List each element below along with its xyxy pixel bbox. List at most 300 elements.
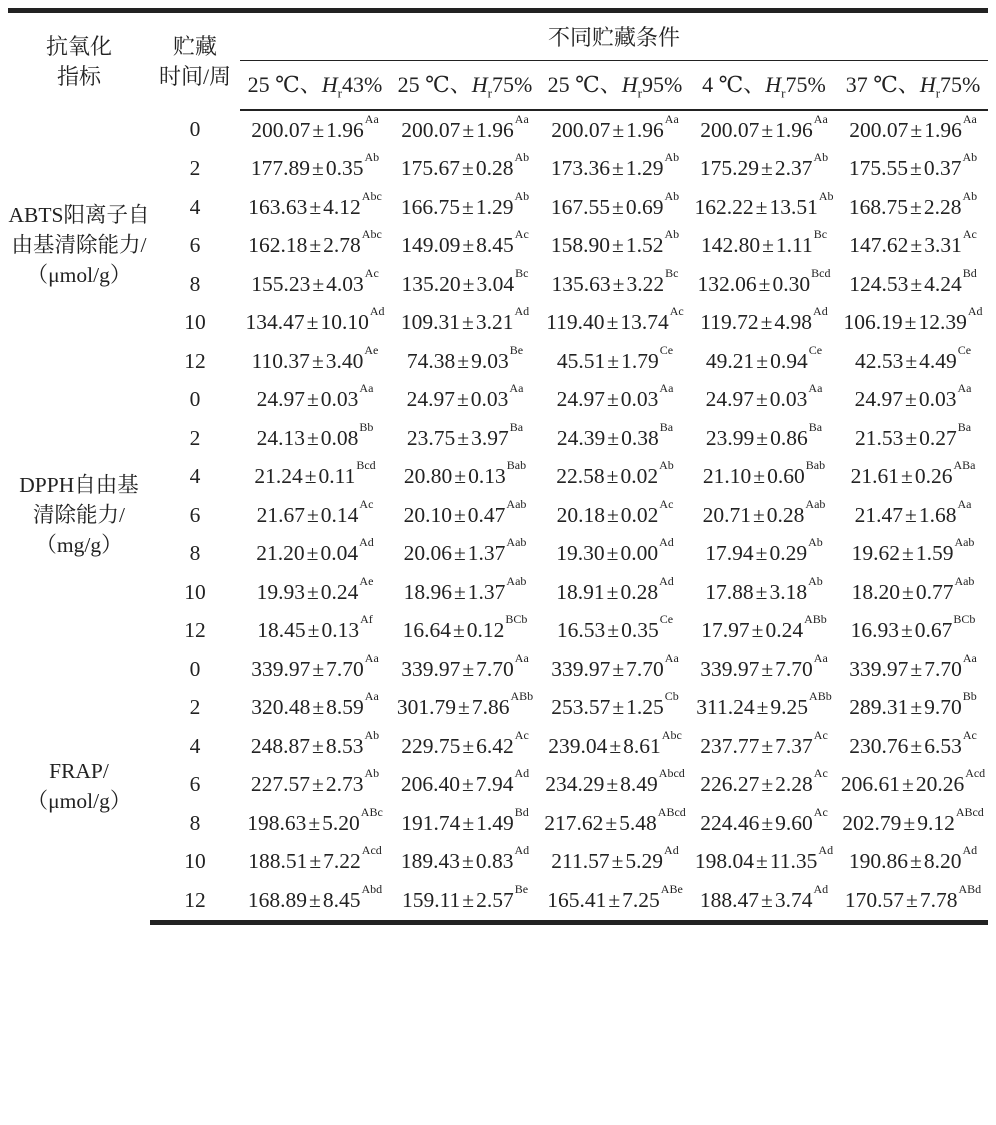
value-cell (838, 650, 988, 689)
mean-value: 24.97 (256, 387, 305, 412)
value-cell (838, 535, 988, 574)
value-cell (540, 342, 690, 381)
mean-value: 226.27 (700, 772, 760, 797)
sd-value: 0.04 (320, 541, 359, 566)
plus-minus-sign: ± (902, 772, 914, 797)
significance-letters: Aa (813, 111, 828, 126)
mean-value: 135.20 (401, 271, 461, 296)
value-cell (838, 496, 988, 535)
indicator-line: （μmol/g） (26, 263, 132, 288)
significance-letters: Ce (957, 342, 972, 357)
value-cell (838, 342, 988, 381)
plus-minus-sign: ± (307, 618, 320, 643)
mean-value: 162.22 (694, 194, 754, 219)
plus-minus-sign: ± (454, 464, 467, 489)
mean-value: 188.51 (248, 849, 308, 874)
value-cell (540, 227, 690, 266)
mean-value: 200.07 (849, 117, 909, 142)
significance-letters: Bb (962, 689, 977, 704)
plus-minus-sign: ± (611, 849, 624, 874)
table-row (8, 110, 988, 150)
value-cell (240, 381, 390, 420)
mean-value: 200.07 (401, 117, 461, 142)
value-cell (390, 458, 540, 497)
indicator-cell (8, 110, 150, 381)
plus-minus-sign: ± (902, 541, 914, 566)
sd-value: 0.12 (466, 618, 505, 643)
value-cell (690, 150, 838, 189)
value-cell (838, 381, 988, 420)
significance-letters: Aab (506, 573, 527, 588)
value-cell (390, 110, 540, 150)
value-cell (240, 265, 390, 304)
value-cell (390, 150, 540, 189)
plus-minus-sign: ± (304, 464, 317, 489)
sd-value: 0.94 (770, 348, 808, 373)
significance-letters: Be (514, 881, 529, 896)
sd-value: 0.24 (320, 579, 359, 604)
table-row (8, 419, 988, 458)
mean-value: 74.38 (406, 348, 456, 373)
mean-value: 106.19 (843, 310, 903, 335)
mean-value: 230.76 (849, 733, 909, 758)
humidity-letter: H (765, 72, 782, 98)
indicator-line: 清除能力/ (33, 503, 125, 528)
sd-value: 1.37 (467, 541, 506, 566)
significance-letters: Ce (659, 612, 674, 627)
mean-value: 21.10 (702, 464, 752, 489)
storage-week-cell: 0 (189, 387, 201, 412)
plus-minus-sign: ± (910, 849, 922, 874)
mean-value: 165.41 (547, 887, 607, 912)
significance-letters: Ae (364, 342, 379, 357)
significance-letters: Aa (509, 381, 524, 396)
mean-value: 21.20 (256, 541, 305, 566)
header-time-line-2: 时间/周 (158, 63, 232, 89)
header-condition-3 (540, 61, 690, 111)
significance-letters: Ae (359, 573, 374, 588)
value-cell (240, 612, 390, 651)
indicator-cell (8, 381, 150, 651)
mean-value: 24.39 (556, 425, 606, 450)
mean-value: 49.21 (705, 348, 755, 373)
mean-value: 198.63 (247, 810, 307, 835)
significance-letters: ABb (510, 689, 534, 704)
plus-minus-sign: ± (457, 348, 470, 373)
significance-letters: Ac (813, 727, 828, 742)
plus-minus-sign: ± (612, 271, 625, 296)
mean-value: 211.57 (551, 849, 610, 874)
header-storage-time (150, 11, 240, 111)
plus-minus-sign: ± (312, 656, 325, 681)
significance-letters: Abcd (658, 766, 685, 781)
mean-value: 24.97 (556, 387, 605, 412)
plus-minus-sign: ± (752, 502, 765, 527)
mean-value: 163.63 (248, 194, 308, 219)
sd-value: 8.61 (623, 733, 661, 758)
sd-value: 8.59 (326, 695, 364, 720)
condition-humidity-symbol (471, 72, 493, 101)
condition-humidity-value: 75% (940, 72, 981, 98)
sd-value: 7.70 (626, 656, 664, 681)
mean-value: 206.61 (840, 772, 900, 797)
mean-value: 16.93 (850, 618, 899, 643)
storage-week-cell: 10 (184, 579, 206, 604)
value-cell (240, 342, 390, 381)
plus-minus-sign: ± (605, 810, 618, 835)
header-indicator (8, 11, 150, 111)
sd-value: 1.96 (476, 117, 514, 142)
mean-value: 19.30 (556, 541, 605, 566)
value-cell (390, 689, 540, 728)
value-cell (690, 766, 838, 805)
indicator-cell (8, 650, 150, 922)
value-cell (540, 804, 690, 843)
sd-value: 8.20 (923, 849, 962, 874)
sd-value: 1.29 (625, 156, 664, 181)
plus-minus-sign: ± (306, 425, 319, 450)
humidity-subscript: r (637, 85, 643, 101)
significance-letters: Ce (808, 342, 823, 357)
sd-value: 3.97 (471, 425, 509, 450)
storage-week-cell: 4 (189, 194, 201, 219)
significance-letters: Ab (364, 766, 380, 781)
condition-humidity-symbol (765, 72, 786, 101)
significance-letters: Ac (962, 727, 977, 742)
plus-minus-sign: ± (612, 695, 625, 720)
plus-minus-sign: ± (456, 387, 469, 412)
sd-value: 0.38 (621, 425, 659, 450)
table-header (8, 11, 988, 111)
sd-value: 1.79 (621, 348, 659, 373)
significance-letters: Ab (813, 150, 829, 165)
mean-value: 191.74 (401, 810, 461, 835)
significance-letters: Ab (514, 150, 530, 165)
header-time-line-1: 贮藏 (172, 33, 217, 59)
significance-letters: Ab (364, 727, 380, 742)
value-cell (390, 727, 540, 766)
sd-value: 0.13 (468, 464, 506, 489)
mean-value: 22.58 (556, 464, 605, 489)
plus-minus-sign: ± (756, 849, 768, 874)
sd-value: 8.49 (620, 772, 658, 797)
value-cell (690, 881, 838, 922)
value-cell (838, 419, 988, 458)
significance-letters: Ac (514, 227, 529, 242)
plus-minus-sign: ± (609, 733, 622, 758)
table-row (8, 573, 988, 612)
significance-letters: BCb (505, 612, 528, 627)
plus-minus-sign: ± (755, 194, 768, 219)
mean-value: 24.97 (854, 387, 903, 412)
sd-value: 7.22 (323, 849, 361, 874)
value-cell (690, 650, 838, 689)
sd-value: 2.78 (323, 233, 361, 258)
mean-value: 311.24 (696, 695, 755, 720)
value-cell (838, 458, 988, 497)
condition-temperature: 4 ℃、 (702, 72, 766, 98)
value-cell (690, 342, 838, 381)
significance-letters: Be (509, 342, 524, 357)
significance-letters: Ac (962, 227, 977, 242)
significance-letters: Abd (361, 881, 383, 896)
value-cell (690, 727, 838, 766)
sd-value: 0.29 (769, 541, 808, 566)
sd-value: 5.20 (322, 810, 360, 835)
significance-letters: ABcd (657, 804, 686, 819)
mean-value: 20.18 (556, 502, 605, 527)
value-cell (838, 881, 988, 922)
mean-value: 339.97 (251, 656, 311, 681)
plus-minus-sign: ± (612, 117, 625, 142)
plus-minus-sign: ± (462, 194, 474, 219)
sd-value: 2.73 (325, 772, 364, 797)
humidity-letter: H (471, 72, 488, 98)
sd-value: 0.35 (621, 618, 659, 643)
plus-minus-sign: ± (312, 695, 325, 720)
sd-value: 1.96 (924, 117, 962, 142)
plus-minus-sign: ± (756, 348, 769, 373)
storage-week-cell: 8 (189, 810, 201, 835)
mean-value: 124.53 (849, 271, 909, 296)
value-cell (240, 496, 390, 535)
plus-minus-sign: ± (758, 271, 771, 296)
table-row (8, 650, 988, 689)
significance-letters: Ad (967, 304, 983, 319)
value-cell (390, 496, 540, 535)
sd-value: 4.98 (774, 310, 813, 335)
value-cell (838, 110, 988, 150)
plus-minus-sign: ± (910, 156, 922, 181)
plus-minus-sign: ± (905, 387, 917, 412)
mean-value: 168.75 (848, 194, 909, 219)
mean-value: 206.40 (400, 772, 460, 797)
sd-value: 4.49 (919, 348, 957, 373)
sd-value: 1.68 (918, 502, 957, 527)
plus-minus-sign: ± (755, 387, 768, 412)
value-cell (540, 419, 690, 458)
significance-letters: Abc (361, 188, 382, 203)
sd-value: 4.12 (323, 194, 361, 219)
mean-value: 175.29 (699, 156, 759, 181)
significance-letters: Abc (361, 227, 382, 242)
value-cell (540, 573, 690, 612)
value-cell (390, 188, 540, 227)
mean-value: 20.71 (702, 502, 751, 527)
value-cell (390, 381, 540, 420)
value-cell (690, 843, 838, 882)
sd-value: 0.11 (318, 464, 356, 489)
sd-value: 7.78 (919, 887, 958, 912)
sd-value: 7.70 (924, 656, 962, 681)
mean-value: 200.07 (700, 117, 760, 142)
value-cell (838, 150, 988, 189)
significance-letters: ABe (660, 881, 683, 896)
plus-minus-sign: ± (312, 117, 325, 142)
sd-value: 7.94 (475, 772, 514, 797)
significance-letters: Ad (514, 304, 530, 319)
value-cell (390, 265, 540, 304)
table-row (8, 458, 988, 497)
significance-letters: Bcd (811, 265, 831, 280)
mean-value: 237.77 (700, 733, 760, 758)
header-indicator-line-2: 指标 (56, 63, 101, 89)
storage-week-cell: 12 (150, 881, 240, 922)
mean-value: 248.87 (250, 733, 310, 758)
sd-value: 9.12 (917, 810, 955, 835)
value-cell (390, 612, 540, 651)
mean-value: 170.57 (844, 887, 905, 912)
value-cell (690, 304, 838, 343)
condition-humidity-value: 75% (492, 72, 533, 98)
sd-value: 2.37 (774, 156, 813, 181)
mean-value: 339.97 (700, 656, 760, 681)
plus-minus-sign: ± (312, 156, 324, 181)
significance-letters: Ad (664, 843, 679, 858)
plus-minus-sign: ± (306, 579, 319, 604)
plus-minus-sign: ± (761, 156, 773, 181)
sd-value: 0.47 (467, 502, 506, 527)
storage-week-cell: 6 (189, 772, 201, 797)
table-row (8, 535, 988, 574)
value-cell (540, 727, 690, 766)
sd-value: 6.42 (476, 733, 514, 758)
significance-letters: Ab (664, 150, 680, 165)
table-row (8, 227, 988, 266)
value-cell (540, 110, 690, 150)
plus-minus-sign: ± (906, 887, 918, 912)
significance-letters: ABa (953, 458, 976, 473)
significance-letters: Bc (813, 227, 828, 242)
value-cell (540, 689, 690, 728)
sd-value: 5.29 (625, 849, 664, 874)
value-cell (540, 458, 690, 497)
sd-value: 9.60 (775, 810, 813, 835)
value-cell (390, 766, 540, 805)
value-cell (690, 496, 838, 535)
mean-value: 202.79 (842, 810, 902, 835)
table-row (8, 342, 988, 381)
table-row (8, 727, 988, 766)
significance-letters: Aab (954, 573, 975, 588)
sd-value: 0.60 (767, 464, 805, 489)
sd-value: 8.45 (476, 233, 514, 258)
sd-value: 7.25 (622, 887, 660, 912)
value-cell (390, 573, 540, 612)
mean-value: 19.62 (851, 541, 900, 566)
sd-value: 4.03 (326, 271, 364, 296)
significance-letters: Aab (805, 496, 826, 511)
mean-value: 149.09 (401, 233, 461, 258)
sd-value: 2.28 (923, 194, 962, 219)
mean-value: 239.04 (548, 733, 608, 758)
storage-week-cell: 4 (189, 464, 201, 489)
mean-value: 134.47 (245, 310, 305, 335)
plus-minus-sign: ± (606, 387, 619, 412)
mean-value: 17.88 (705, 579, 754, 604)
plus-minus-sign: ± (462, 887, 475, 912)
storage-week-cell: 6 (189, 502, 201, 527)
plus-minus-sign: ± (761, 772, 774, 797)
sd-value: 2.57 (476, 887, 514, 912)
sd-value: 9.70 (924, 695, 962, 720)
table-row (8, 265, 988, 304)
plus-minus-sign: ± (910, 656, 923, 681)
humidity-letter: H (621, 72, 638, 98)
mean-value: 17.94 (705, 541, 754, 566)
value-cell (690, 689, 838, 728)
significance-letters: Bcd (356, 458, 376, 473)
plus-minus-sign: ± (607, 425, 620, 450)
value-cell (540, 650, 690, 689)
mean-value: 234.29 (545, 772, 605, 797)
significance-letters: Ac (364, 265, 379, 280)
sd-value: 0.03 (918, 387, 957, 412)
storage-week-cell: 8 (189, 271, 201, 296)
value-cell (540, 843, 690, 882)
value-cell (390, 227, 540, 266)
value-cell (240, 573, 390, 612)
table-row (8, 150, 988, 189)
mean-value: 109.31 (400, 310, 460, 335)
plus-minus-sign: ± (306, 541, 319, 566)
value-cell (240, 843, 390, 882)
sd-value: 6.53 (924, 733, 962, 758)
value-cell (838, 188, 988, 227)
mean-value: 159.11 (401, 887, 461, 912)
significance-letters: ABb (804, 612, 827, 627)
value-cell (240, 650, 390, 689)
mean-value: 175.55 (848, 156, 909, 181)
significance-letters: Ad (369, 304, 385, 319)
mean-value: 188.47 (699, 887, 759, 912)
sd-value: 3.22 (626, 271, 665, 296)
significance-letters: BCb (953, 612, 976, 627)
sd-value: 3.40 (325, 348, 364, 373)
plus-minus-sign: ± (903, 810, 916, 835)
sd-value: 0.37 (923, 156, 962, 181)
plus-minus-sign: ± (462, 310, 474, 335)
sd-value: 0.83 (475, 849, 514, 874)
significance-letters: Ad (659, 573, 674, 588)
value-cell (240, 110, 390, 150)
significance-letters: Ad (514, 843, 530, 858)
sd-value: 4.24 (924, 271, 962, 296)
sd-value: 5.48 (619, 810, 657, 835)
mean-value: 320.48 (251, 695, 311, 720)
plus-minus-sign: ± (462, 156, 474, 181)
plus-minus-sign: ± (606, 464, 619, 489)
humidity-subscript: r (337, 85, 343, 101)
value-cell (690, 381, 838, 420)
plus-minus-sign: ± (462, 656, 475, 681)
plus-minus-sign: ± (312, 772, 324, 797)
sd-value: 7.70 (775, 656, 813, 681)
significance-letters: Ab (664, 188, 680, 203)
significance-letters: Ba (509, 419, 524, 434)
significance-letters: Ab (664, 227, 680, 242)
significance-letters: Ad (962, 843, 978, 858)
sd-value: 0.03 (470, 387, 509, 412)
significance-letters: Bd (514, 804, 529, 819)
significance-letters: Aa (808, 381, 823, 396)
significance-letters: Aa (364, 689, 379, 704)
value-cell (540, 766, 690, 805)
plus-minus-sign: ± (755, 579, 768, 604)
mean-value: 119.72 (700, 310, 759, 335)
value-cell (690, 573, 838, 612)
sd-value: 0.86 (770, 425, 808, 450)
